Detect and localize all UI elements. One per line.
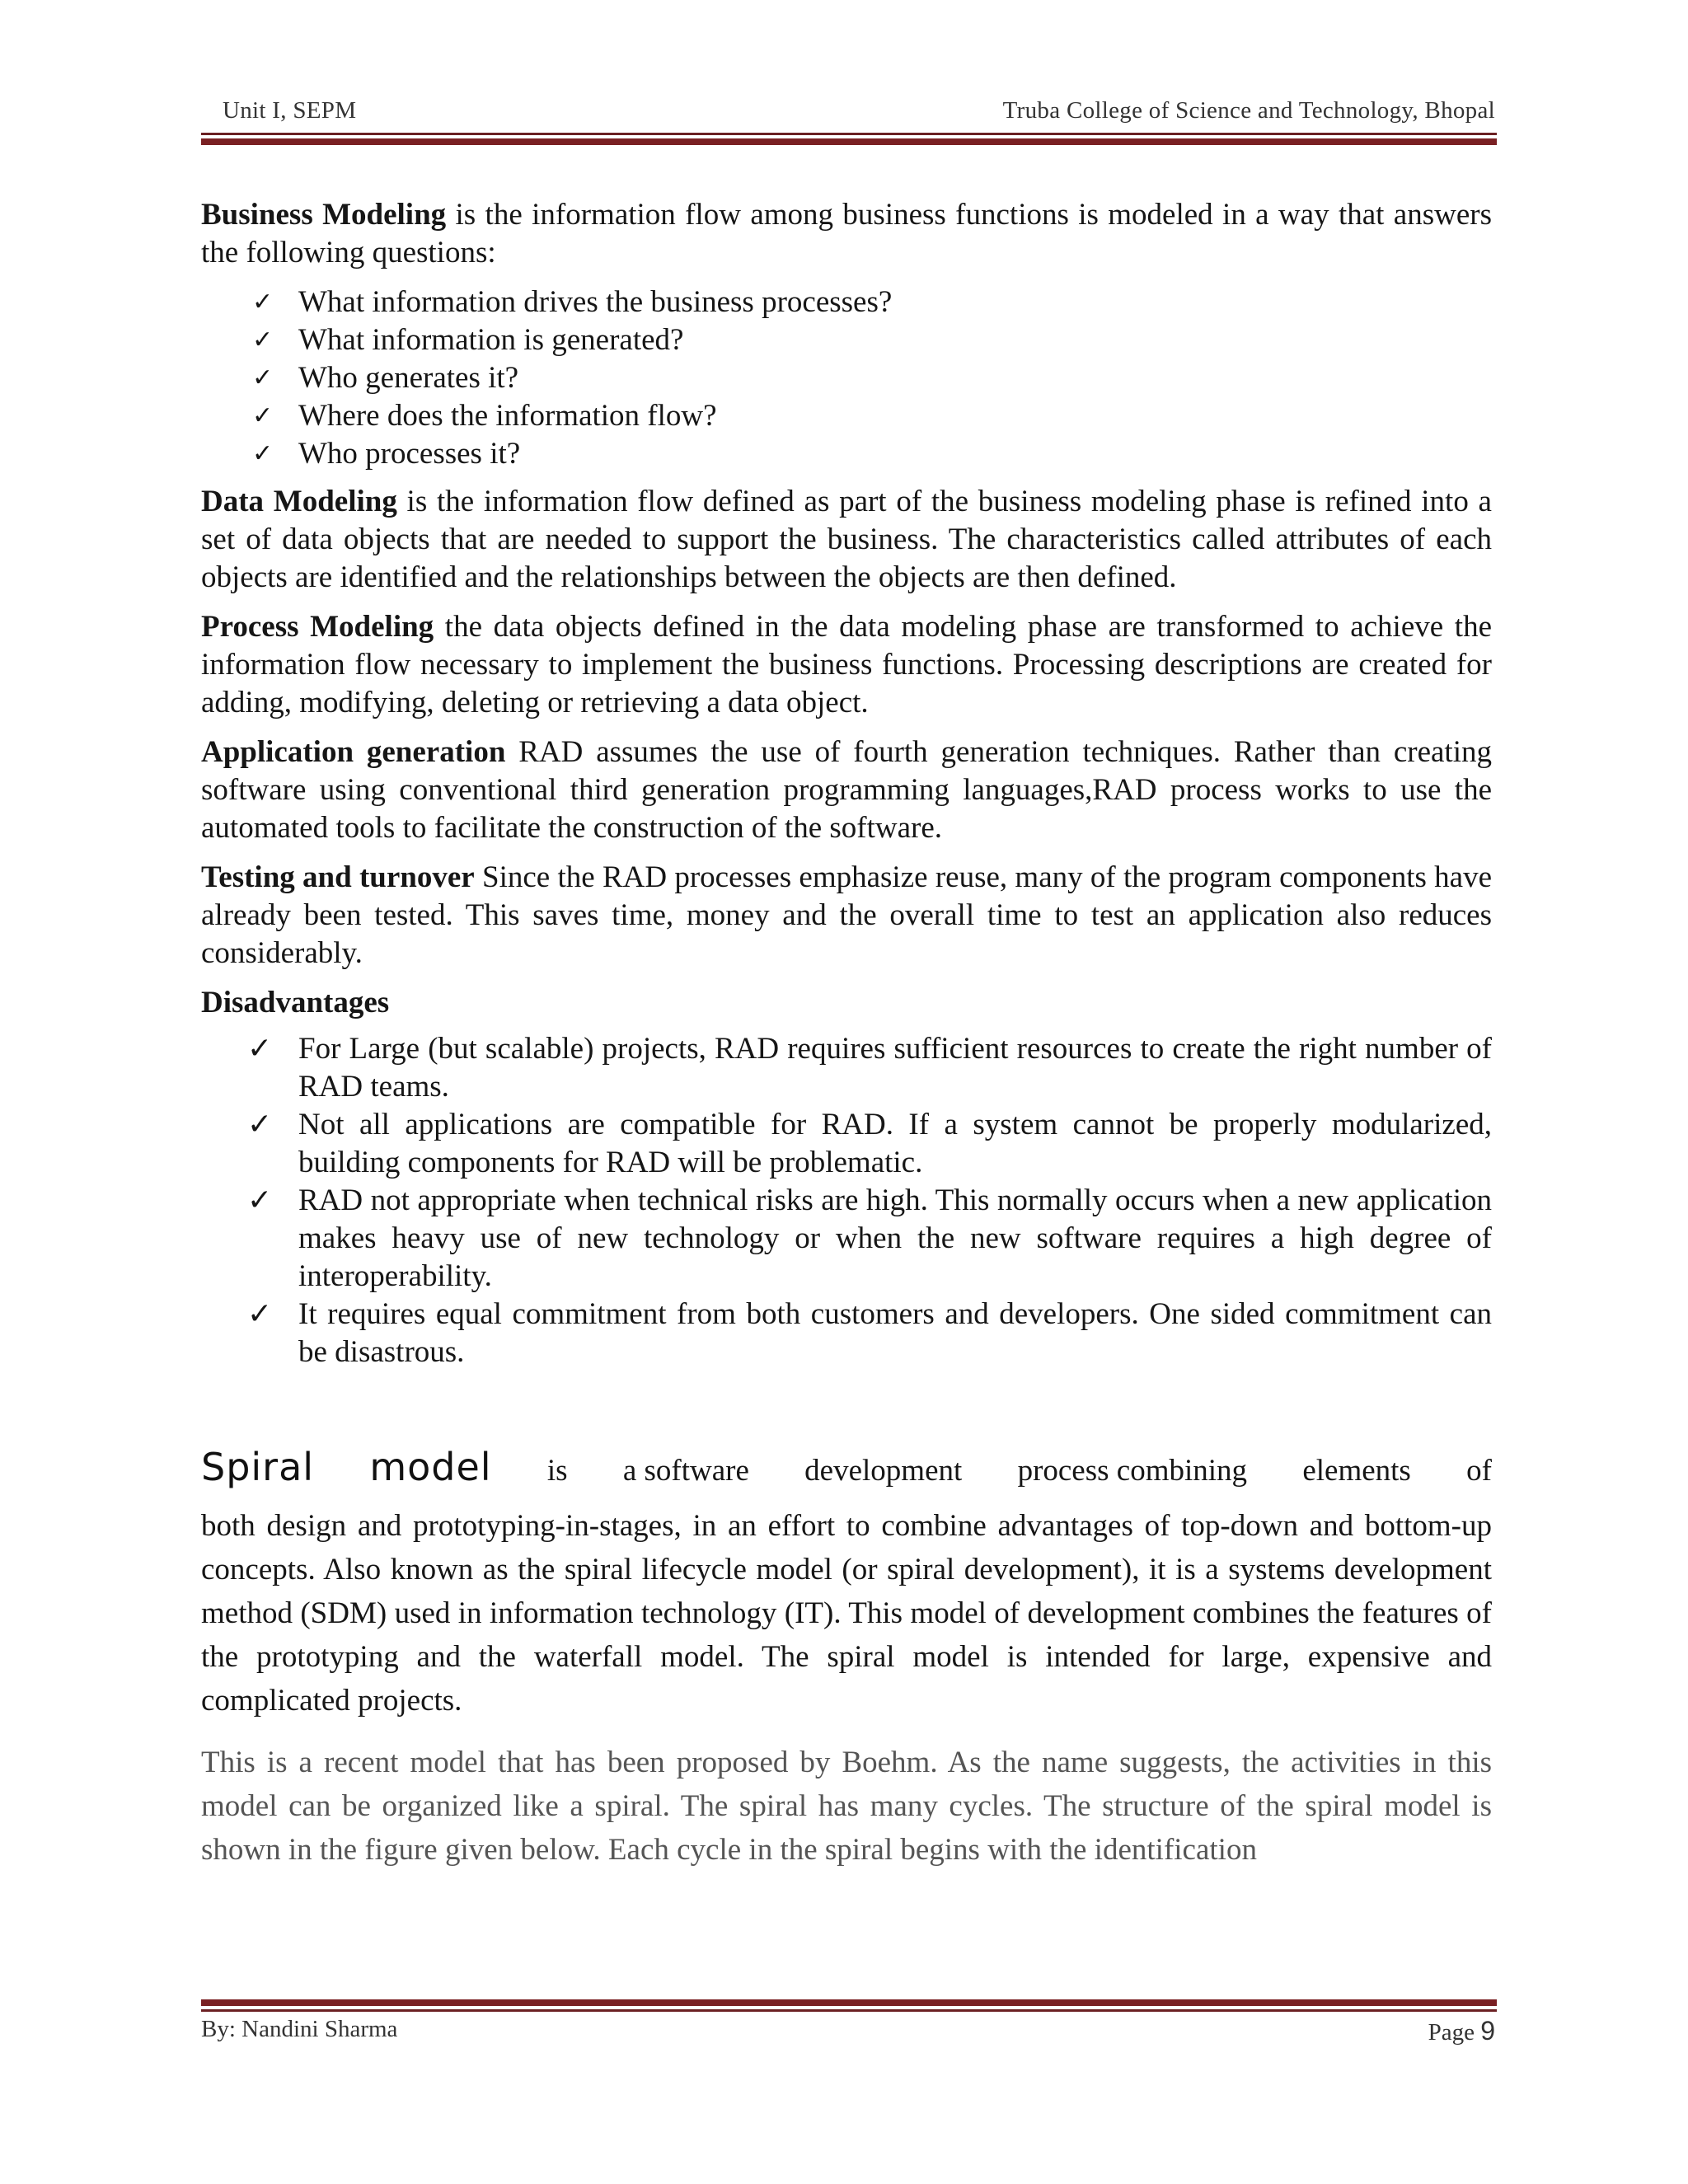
page-number bbox=[1428, 2016, 1495, 2046]
check-icon: ✓ bbox=[252, 401, 274, 430]
boehm-paragraph: This is a recent model that has been proposed by Boehm. As the name suggests, the activities in this model can be organized like a spiral. The spiral has many cycles. The structure of the spiral model is shown in the figure given below. Each cycle in the spiral begins with the identification bbox=[201, 1746, 1492, 1867]
page-content bbox=[201, 196, 1492, 1872]
business-modeling-term: Business Modeling bbox=[201, 198, 447, 232]
footer-rule bbox=[201, 1999, 1497, 2012]
testing-turnover-paragraph bbox=[201, 859, 1492, 972]
page-number-value: 9 bbox=[1480, 2016, 1495, 2046]
check-icon: ✓ bbox=[247, 1108, 273, 1141]
check-icon: ✓ bbox=[252, 326, 274, 354]
business-modeling-paragraph bbox=[201, 196, 1492, 272]
list-item: ✓ For Large (but scalable) projects, RAD requires sufficient resources to create the right number of RAD teams. bbox=[247, 1032, 1492, 1104]
spiral-word: is bbox=[546, 1454, 568, 1488]
header-rule bbox=[201, 133, 1497, 145]
application-generation-text: RAD assumes the use of fourth generation techniques. Rather than creating software using conventional third generation programming languages,RAD process works to use the automated tools to facilitate the construction of the software. bbox=[201, 735, 1492, 845]
data-modeling-paragraph bbox=[201, 483, 1492, 597]
business-questions-list bbox=[201, 284, 1492, 473]
check-icon: ✓ bbox=[247, 1297, 273, 1331]
application-generation-term: Application generation bbox=[201, 735, 506, 769]
list-item: ✓ Who generates it? bbox=[298, 359, 1492, 397]
business-modeling-text: is the information flow among business functions is modeled in a way that answers the following questions: bbox=[201, 198, 1492, 269]
spiral-word: of bbox=[1466, 1454, 1492, 1488]
page-footer bbox=[201, 2016, 1495, 2065]
spiral-word: development bbox=[804, 1454, 963, 1488]
list-item: ✓ What information drives the business processes? bbox=[298, 284, 1492, 321]
list-item: ✓ It requires equal commitment from both customers and developers. One sided commitment can be disastrous. bbox=[247, 1297, 1492, 1369]
disadvantages-heading: Disadvantages bbox=[201, 986, 390, 1019]
check-icon: ✓ bbox=[252, 363, 274, 392]
header-unit: Unit I, SEPM bbox=[223, 97, 357, 124]
header-college: Truba College of Science and Technology, Bhopal bbox=[1002, 97, 1495, 124]
spiral-first-line bbox=[201, 1446, 1492, 1493]
check-icon: ✓ bbox=[252, 439, 274, 468]
testing-turnover-term: Testing and turnover bbox=[201, 860, 475, 894]
spiral-description: both design and prototyping-in-stages, in an effort to combine advantages of top-down and bottom-up concepts. Also known as the spiral lifecycle model (or spiral development), it is a systems development method (SDM) used in information technology (IT). This model of development combines the features of the prototyping and the waterfall model. The spiral model is intended for large, expensive and complicated projects. bbox=[201, 1509, 1492, 1718]
spiral-term-word1: Spiral bbox=[201, 1445, 315, 1489]
check-icon: ✓ bbox=[247, 1183, 273, 1217]
application-generation-paragraph bbox=[201, 733, 1492, 847]
list-item: ✓ What information is generated? bbox=[298, 321, 1492, 359]
disadvantages-list bbox=[201, 1030, 1492, 1371]
page-label: Page bbox=[1428, 2019, 1475, 2046]
spiral-term-word2: model bbox=[369, 1445, 492, 1489]
spiral-model-section bbox=[201, 1446, 1492, 1872]
spiral-word: elements bbox=[1302, 1454, 1411, 1488]
process-modeling-paragraph bbox=[201, 608, 1492, 722]
list-item: ✓ Where does the information flow? bbox=[298, 397, 1492, 435]
data-modeling-text: is the information flow defined as part of the business modeling phase is refined into a set of data objects that are needed to support the business. The characteristics called attributes of each objects are identified and the relationships between the objects are then defined. bbox=[201, 485, 1492, 594]
process-modeling-term: Process Modeling bbox=[201, 610, 434, 644]
process-modeling-text: the data objects defined in the data modeling phase are transformed to achieve the information flow necessary to implement the business functions. Processing descriptions are created for adding, modifying, deleting or retrieving a data object. bbox=[201, 610, 1492, 719]
list-item: ✓ Who processes it? bbox=[298, 435, 1492, 473]
data-modeling-term: Data Modeling bbox=[201, 485, 397, 518]
check-icon: ✓ bbox=[252, 288, 274, 316]
spiral-word: a software bbox=[622, 1454, 749, 1488]
testing-turnover-text: Since the RAD processes emphasize reuse, many of the program components have already been tested. This saves time, money and the overall time to test an application also reduces considerably. bbox=[201, 860, 1492, 970]
list-item: ✓ Not all applications are compatible for RAD. If a system cannot be properly modularized, building components for RAD will be problematic. bbox=[247, 1108, 1492, 1179]
spiral-word: process combining bbox=[1017, 1454, 1248, 1488]
check-icon: ✓ bbox=[247, 1032, 273, 1066]
footer-author: By: Nandini Sharma bbox=[201, 2016, 398, 2042]
list-item: ✓ RAD not appropriate when technical risks are high. This normally occurs when a new application makes heavy use of new technology or when the new software requires a high degree of interoperability. bbox=[247, 1183, 1492, 1293]
